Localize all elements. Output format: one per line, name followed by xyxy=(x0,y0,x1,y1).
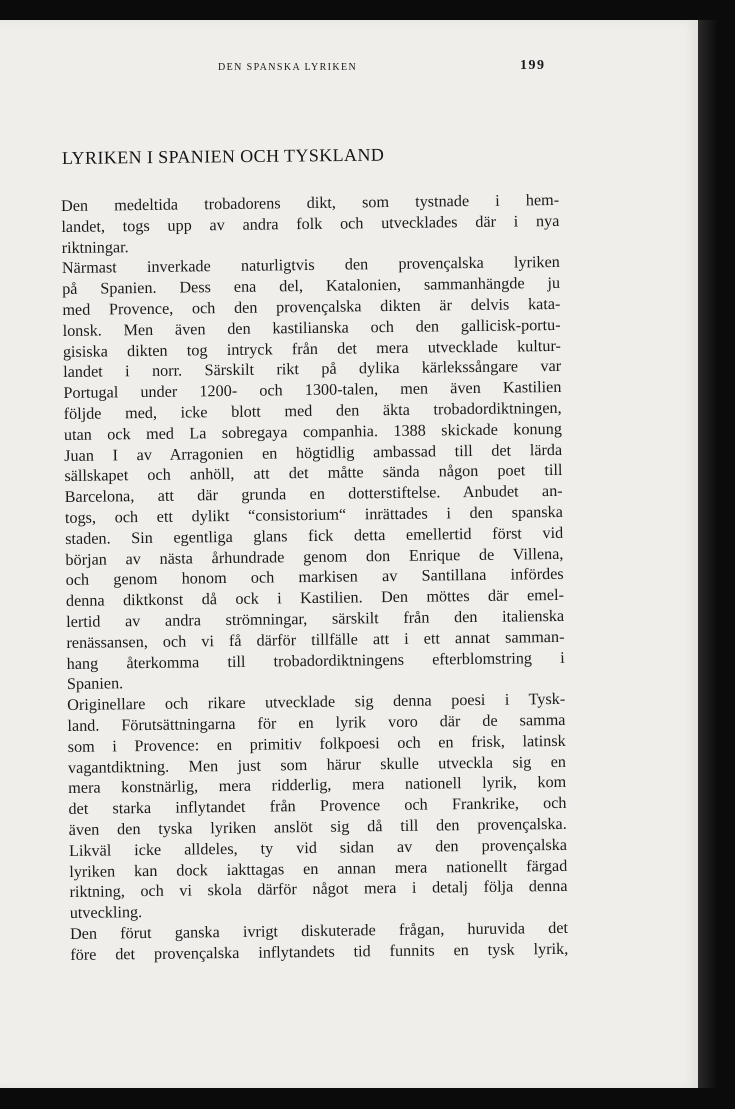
body-text xyxy=(61,190,568,966)
text-line: Originellare och rikare utvecklade sig denna poesi i Tysk- xyxy=(67,690,566,715)
text-line: staden. Sin egentliga glans fick detta emellertid först vid xyxy=(65,523,564,548)
text-line: början av nästa århundrade genom don Enrique de Villena, xyxy=(65,544,564,569)
text-line: landet, togs upp av andra folk och utvecklades där i nya xyxy=(61,211,560,236)
text-line: gisiska dikten tog intryck från det mera utvecklade kultur- xyxy=(62,336,561,361)
text-line: mera konstnärlig, mera ridderlig, mera nationell lyrik, kom xyxy=(68,773,567,798)
text-line: riktning, och vi skola därför något mera i detalj följa denna xyxy=(69,877,568,902)
text-line: Den medeltida trobadorens dikt, som tystnade i hem- xyxy=(61,190,560,215)
text-line: utveckling. xyxy=(69,903,143,923)
page-header xyxy=(0,58,698,78)
text-line: Närmast inverkade naturligtvis den provençalska lyriken xyxy=(61,253,560,278)
page-edge-shadow xyxy=(698,20,718,1088)
text-line: följde med, icke blott med den äkta trobadordiktningen, xyxy=(63,398,562,423)
text-line: hang återkomma till trobadordiktningens efterblomstring i xyxy=(66,648,565,673)
text-line: Juan I av Arragonien en högtidlig ambassad till det lärda xyxy=(64,440,563,465)
text-line: före det provençalska inflytandets tid funnits en tysk lyrik, xyxy=(70,939,569,964)
text-line: som i Provence: en primitiv folkpoesi och en frisk, latinsk xyxy=(67,731,566,756)
text-line: på Spanien. Dess ena del, Katalonien, sammanhängde ju xyxy=(62,274,561,299)
text-line: det starka inflytandet från Provence och Frankrike, och xyxy=(68,793,567,819)
chapter-title: LYRIKEN I SPANIEN OCH TYSKLAND xyxy=(61,144,385,168)
text-line: togs, och ett dylikt “consistorium“ inrättades i den spanska xyxy=(64,502,564,527)
text-line: lyriken kan dock iakttagas en annan mera nationellt färgad xyxy=(69,856,568,881)
text-line: Barcelona, att där grunda en dotterstiftelse. Anbudet an- xyxy=(64,482,563,507)
text-line: utan ock med La sobregaya companhia. 1388 skickade konung xyxy=(63,419,562,444)
text-line: Portugal under 1200- och 1300-talen, men även Kastilien xyxy=(63,378,562,403)
text-line: med Provence, och den provençalska dikten är delvis kata- xyxy=(62,294,561,319)
text-line: Likväl icke alldeles, ty vid sidan av den provençalska xyxy=(68,835,568,860)
text-line: denna diktkonst då ock i Kastilien. Den möttes där emel- xyxy=(65,586,565,611)
text-line: även den tyska lyriken anslöt sig då till den provençalska. xyxy=(68,814,567,839)
text-line: lonsk. Men även den kastilianska och den gallicisk-portu- xyxy=(62,315,561,340)
text-line: land. Förutsättningarna för en lyrik voro där de samma xyxy=(67,710,566,735)
text-line: och genom honom och markisen av Santillana infördes xyxy=(65,565,564,590)
text-line: sällskapet och anhöll, att det måtte sända någon poet till xyxy=(64,461,563,486)
page-number: 199 xyxy=(520,58,546,73)
text-line: Den förut ganska ivrigt diskuterade frågan, huruvida det xyxy=(69,918,569,943)
text-line: riktningar. xyxy=(61,237,129,257)
text-line: Spanien. xyxy=(66,674,124,694)
running-head: DEN SPANSKA LYRIKEN xyxy=(218,62,358,73)
text-line: renässansen, och vi få därför tillfälle att i ett annat samman- xyxy=(66,627,565,652)
text-line: lertid av andra strömningar, särskilt från den italienska xyxy=(66,606,565,631)
text-line: vagantdiktning. Men just som härur skulle utveckla sig en xyxy=(67,752,567,777)
text-line: landet i norr. Särskilt rikt på dylika kärlekssångare var xyxy=(63,357,562,382)
